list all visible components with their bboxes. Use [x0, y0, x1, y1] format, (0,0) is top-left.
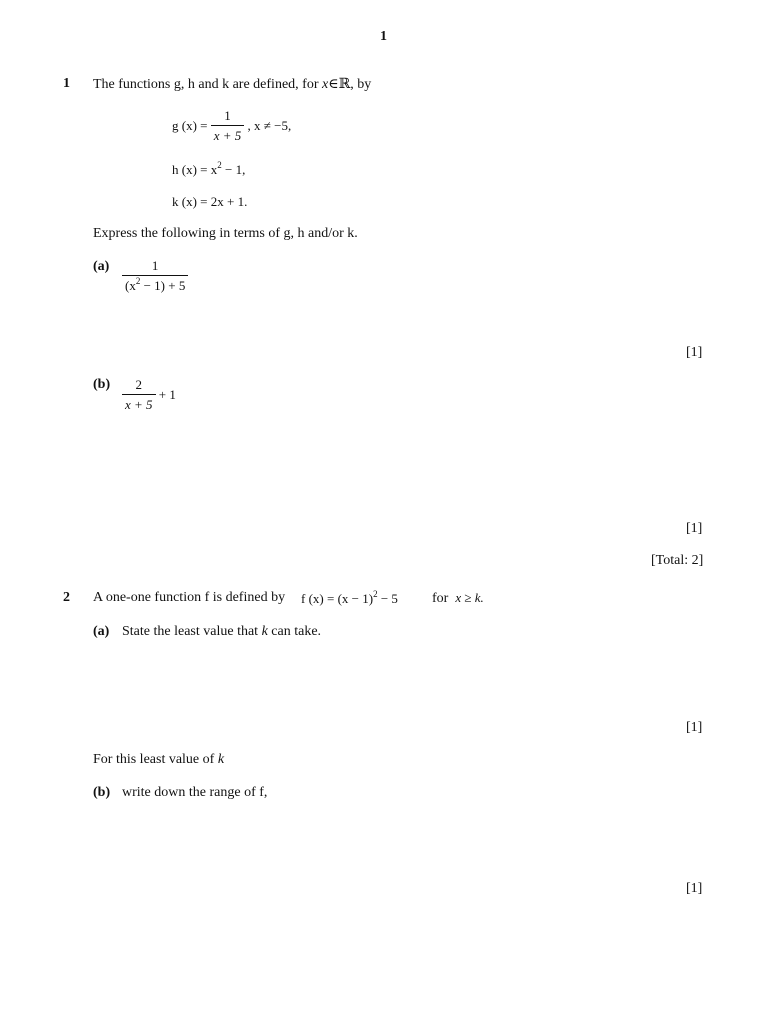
question-1a-label: (a)	[93, 259, 110, 274]
question-1-instruction: Express the following in terms of g, h and/or k.	[93, 226, 358, 241]
question-1b-marks: [1]	[686, 521, 703, 536]
question-2b-text: write down the range of f,	[122, 785, 268, 800]
f-definition: f $(x) = (x - 1)^2 - 5$	[301, 589, 398, 606]
question-2a-marks: [1]	[686, 720, 703, 735]
page-number: 1	[380, 29, 387, 44]
question-1b-label: (b)	[93, 377, 111, 392]
k-definition: k (x) = 2x + 1.	[172, 194, 248, 209]
question-2-number: 2	[63, 590, 70, 605]
question-2b-marks: [1]	[686, 881, 703, 896]
g-definition: g (x) = $\frac{1}{x + 5}$ , x ≠ −5,	[172, 108, 292, 143]
question-2-domain: for x ≥ k.	[432, 590, 484, 606]
question-1a-expression: $\frac{1}{(x^2 - 1) + 5}$	[122, 258, 188, 294]
question-2a-label: (a)	[93, 624, 110, 639]
question-1-number: 1	[63, 76, 70, 91]
question-2-lead-in: For this least value of k	[93, 752, 225, 767]
question-2-intro: A one-one function f is defined by	[93, 590, 286, 605]
question-2b-label: (b)	[93, 785, 111, 800]
question-1-total: [Total: 2]	[651, 553, 704, 568]
question-1b-expression: $\frac{2}{x + 5}$ + 1	[122, 377, 176, 413]
question-2a-text: State the least value that k can take.	[122, 624, 322, 639]
h-definition: h $(x) = x^2 - 1$,	[172, 160, 246, 177]
question-1a-marks: [1]	[686, 345, 703, 360]
question-1-intro: The functions g, h and k are defined, for x∈ℝ, by	[93, 77, 372, 92]
